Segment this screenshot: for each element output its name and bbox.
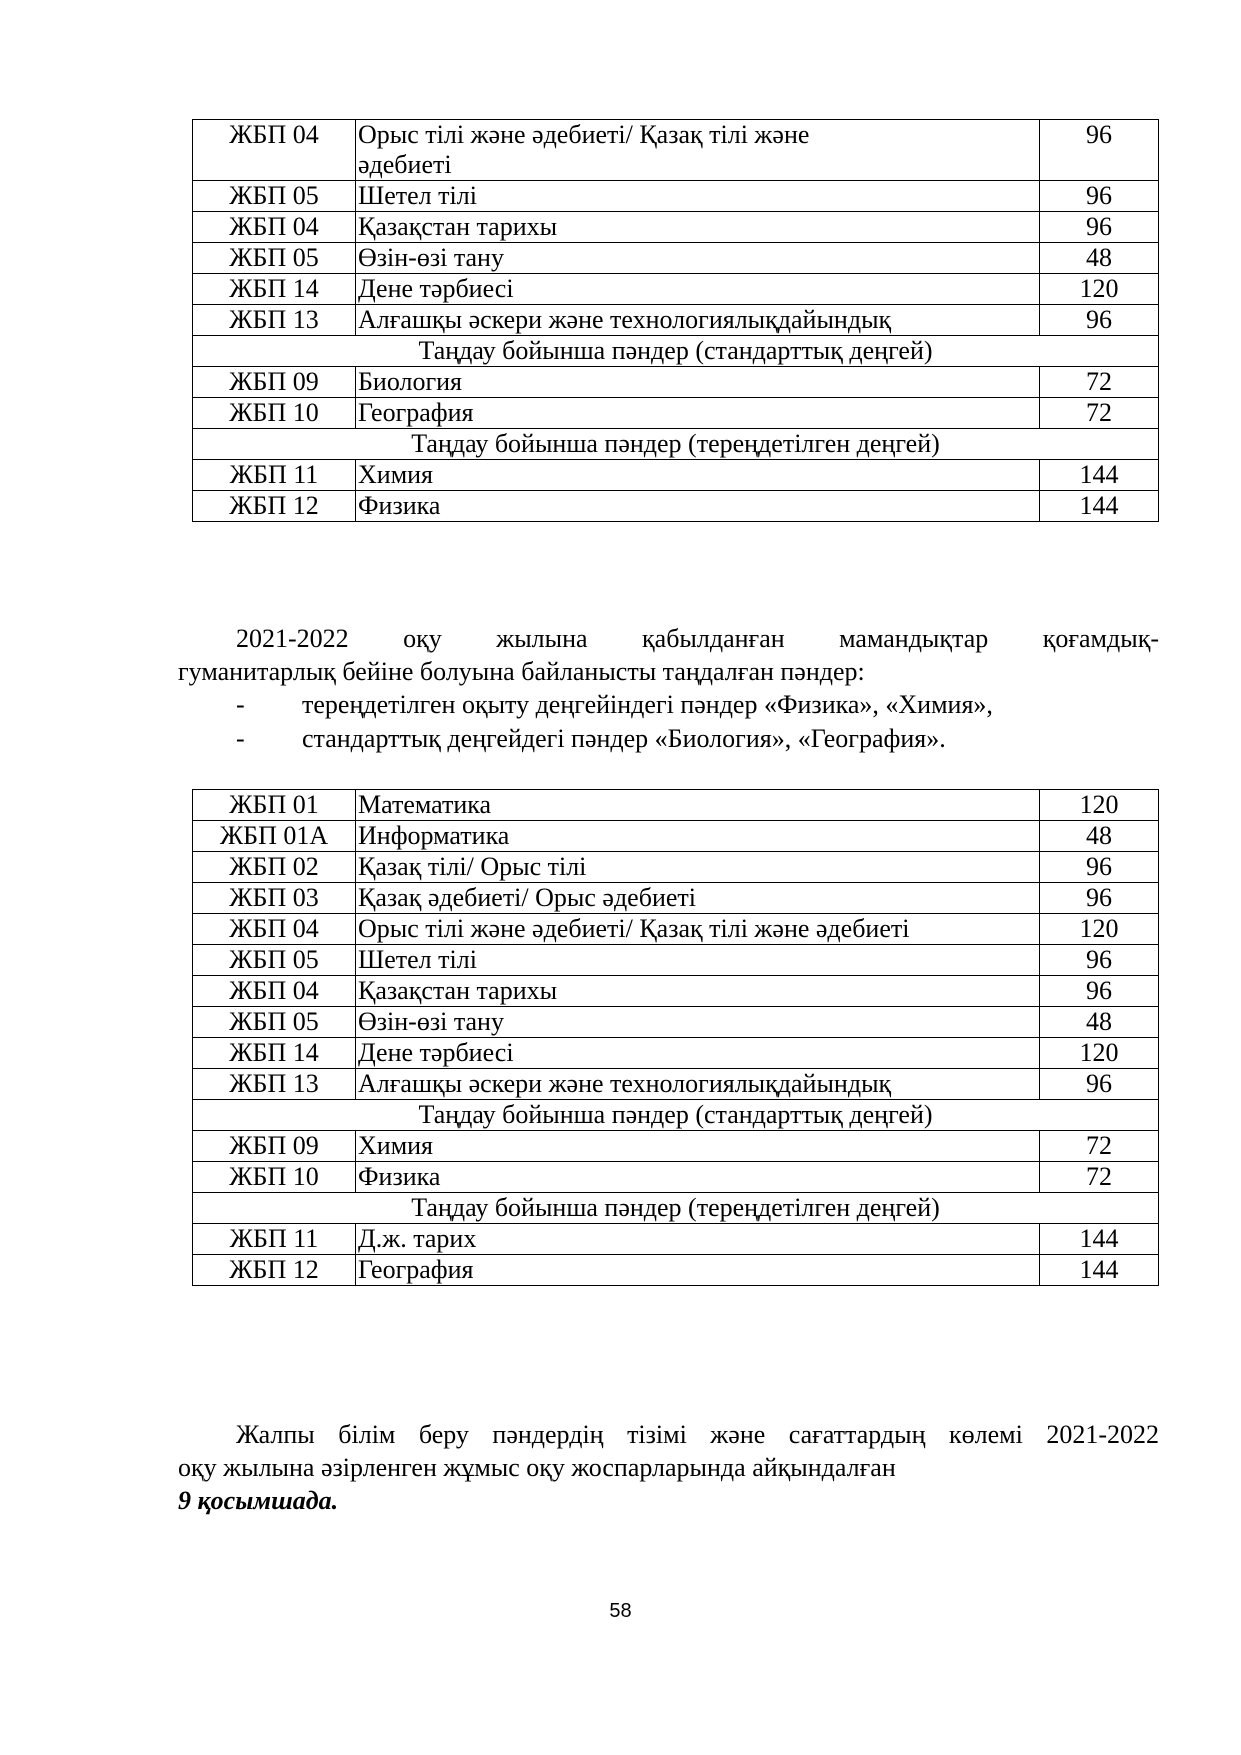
subject-hours: 144 <box>1040 1224 1159 1255</box>
paragraph-line: 2021-2022 оқу жылына қабылданған мамандықтар қоғамдық- <box>236 624 1159 653</box>
subject-hours: 96 <box>1040 1069 1159 1100</box>
section-heading-standard: Таңдау бойынша пәндер (стандарттық деңгей) <box>193 336 1159 367</box>
subject-hours: 96 <box>1040 976 1159 1007</box>
subject-hours: 96 <box>1040 945 1159 976</box>
subject-name: Алғашқы әскери және технологиялықдайындық <box>356 1069 1040 1100</box>
bullet-marker: - <box>236 690 245 719</box>
subject-hours: 48 <box>1040 243 1159 274</box>
subject-hours: 96 <box>1040 181 1159 212</box>
subject-hours: 72 <box>1040 398 1159 429</box>
subjects-table-1 <box>192 119 1159 522</box>
table-row <box>193 491 1159 522</box>
section-row <box>193 1193 1159 1224</box>
subject-code: ЖБП 05 <box>193 243 356 274</box>
table-row <box>193 460 1159 491</box>
subject-name: Физика <box>356 1162 1040 1193</box>
subject-name: Химия <box>356 460 1040 491</box>
subject-hours: 144 <box>1040 460 1159 491</box>
subject-code: ЖБП 05 <box>193 945 356 976</box>
table-row <box>193 790 1159 821</box>
subject-name: Өзін-өзі тану <box>356 1007 1040 1038</box>
subject-code: ЖБП 04 <box>193 120 356 181</box>
table-row <box>193 398 1159 429</box>
subject-name: Шетел тілі <box>356 945 1040 976</box>
subject-code: ЖБП 11 <box>193 1224 356 1255</box>
table-row <box>193 1162 1159 1193</box>
subject-name: Шетел тілі <box>356 181 1040 212</box>
paragraph-line: гуманитарлық бейіне болуына байланысты таңдалған пәндер: <box>178 657 865 686</box>
subject-hours: 144 <box>1040 1255 1159 1286</box>
selected-subjects-list <box>178 688 1159 756</box>
subject-name: Өзін-өзі тану <box>356 243 1040 274</box>
subject-name: Д.ж. тарих <box>356 1224 1040 1255</box>
table-row <box>193 1131 1159 1162</box>
table-row <box>193 1038 1159 1069</box>
subject-hours: 96 <box>1040 212 1159 243</box>
subject-name: Орыс тілі және әдебиеті/ Қазақ тілі және әдебиеті <box>356 914 1040 945</box>
summary-paragraph <box>178 1418 1159 1517</box>
subject-hours: 72 <box>1040 1131 1159 1162</box>
subject-name: География <box>356 1255 1040 1286</box>
subject-code: ЖБП 12 <box>193 491 356 522</box>
subject-code: ЖБП 12 <box>193 1255 356 1286</box>
subject-name: Қазақстан тарихы <box>356 212 1040 243</box>
section-heading-advanced: Таңдау бойынша пәндер (тереңдетілген деңгей) <box>193 429 1159 460</box>
paragraph-line: Жалпы білім беру пәндердің тізімі және сағаттардың көлемі 2021-2022 <box>236 1420 1159 1449</box>
subject-name: Дене тәрбиесі <box>356 1038 1040 1069</box>
subject-hours: 120 <box>1040 790 1159 821</box>
subject-hours: 96 <box>1040 883 1159 914</box>
subject-hours: 72 <box>1040 367 1159 398</box>
table-row <box>193 274 1159 305</box>
table-row <box>193 945 1159 976</box>
subject-name: Дене тәрбиесі <box>356 274 1040 305</box>
subject-code: ЖБП 04 <box>193 976 356 1007</box>
subject-hours: 96 <box>1040 120 1159 181</box>
table-row <box>193 120 1159 181</box>
table-row <box>193 1224 1159 1255</box>
subject-name: Физика <box>356 491 1040 522</box>
subject-code: ЖБП 13 <box>193 1069 356 1100</box>
table-row <box>193 821 1159 852</box>
subject-code: ЖБП 03 <box>193 883 356 914</box>
subject-name: Қазақстан тарихы <box>356 976 1040 1007</box>
appendix-reference: 9 қосымшада. <box>178 1486 339 1515</box>
subject-code: ЖБП 04 <box>193 212 356 243</box>
table-row <box>193 1069 1159 1100</box>
subject-code: ЖБП 10 <box>193 398 356 429</box>
subject-name: География <box>356 398 1040 429</box>
list-item <box>178 722 1159 756</box>
section-row <box>193 336 1159 367</box>
subject-name: Биология <box>356 367 1040 398</box>
subject-name: Информатика <box>356 821 1040 852</box>
subject-hours: 48 <box>1040 821 1159 852</box>
list-item-text: стандарттық деңгейдегі пәндер «Биология», «География». <box>302 724 946 753</box>
subject-code: ЖБП 14 <box>193 1038 356 1069</box>
table-row <box>193 852 1159 883</box>
subject-hours: 96 <box>1040 305 1159 336</box>
subject-hours: 120 <box>1040 914 1159 945</box>
subject-code: ЖБП 04 <box>193 914 356 945</box>
subject-code: ЖБП 14 <box>193 274 356 305</box>
subject-code: ЖБП 13 <box>193 305 356 336</box>
bullet-marker: - <box>236 724 245 753</box>
table-row <box>193 976 1159 1007</box>
table-row <box>193 212 1159 243</box>
subject-code: ЖБП 05 <box>193 181 356 212</box>
subject-code: ЖБП 09 <box>193 367 356 398</box>
page-number: 58 <box>609 1600 632 1622</box>
table-row <box>193 181 1159 212</box>
subject-name: Химия <box>356 1131 1040 1162</box>
profile-paragraph <box>178 622 1159 688</box>
subject-hours: 72 <box>1040 1162 1159 1193</box>
section-row <box>193 429 1159 460</box>
subject-code: ЖБП 01А <box>193 821 356 852</box>
list-item <box>178 688 1159 722</box>
subject-name: Математика <box>356 790 1040 821</box>
subject-name: Қазақ әдебиеті/ Орыс әдебиеті <box>356 883 1040 914</box>
paragraph-line: оқу жылына әзірленген жұмыс оқу жоспарларында айқындалған <box>178 1453 896 1482</box>
subject-hours: 144 <box>1040 491 1159 522</box>
table-row <box>193 1255 1159 1286</box>
table-row <box>193 305 1159 336</box>
subjects-table-2 <box>192 789 1159 1286</box>
subject-hours: 120 <box>1040 274 1159 305</box>
section-heading-standard: Таңдау бойынша пәндер (стандарттық деңгей) <box>193 1100 1159 1131</box>
subject-code: ЖБП 01 <box>193 790 356 821</box>
table-row <box>193 914 1159 945</box>
subject-code: ЖБП 10 <box>193 1162 356 1193</box>
section-row <box>193 1100 1159 1131</box>
table-row <box>193 1007 1159 1038</box>
subject-name: Қазақ тілі/ Орыс тілі <box>356 852 1040 883</box>
section-heading-advanced: Таңдау бойынша пәндер (тереңдетілген деңгей) <box>193 1193 1159 1224</box>
subject-code: ЖБП 09 <box>193 1131 356 1162</box>
subject-hours: 96 <box>1040 852 1159 883</box>
subject-hours: 120 <box>1040 1038 1159 1069</box>
subject-hours: 48 <box>1040 1007 1159 1038</box>
subject-code: ЖБП 11 <box>193 460 356 491</box>
subject-code: ЖБП 05 <box>193 1007 356 1038</box>
subject-code: ЖБП 02 <box>193 852 356 883</box>
table-row <box>193 883 1159 914</box>
table-row <box>193 367 1159 398</box>
subject-name: Алғашқы әскери және технологиялықдайындық <box>356 305 1040 336</box>
table-row <box>193 243 1159 274</box>
subject-name: Орыс тілі және әдебиеті/ Қазақ тілі және әдебиеті <box>356 120 1040 181</box>
list-item-text: тереңдетілген оқыту деңгейіндегі пәндер «Физика», «Химия», <box>302 690 993 719</box>
